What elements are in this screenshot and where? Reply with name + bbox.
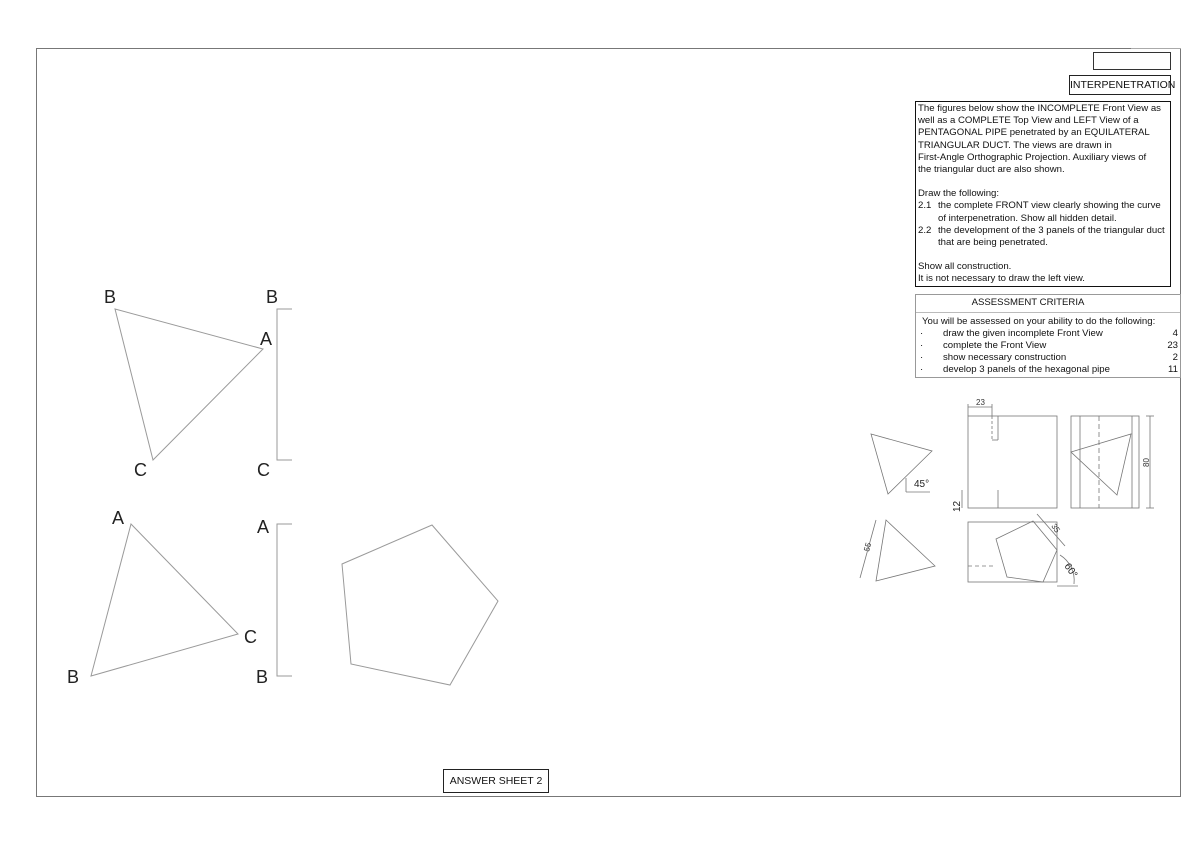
- bullet-dot: ·: [920, 327, 924, 339]
- vertex-label-a: A: [260, 329, 273, 349]
- edge-label-b: B: [256, 667, 269, 687]
- vertex-label-b: B: [104, 287, 117, 307]
- instruction-item-number: 2.2: [918, 224, 932, 236]
- dim-80: 80: [1142, 458, 1151, 467]
- ref-aux-triangle-bottom: [876, 520, 935, 581]
- draw-heading: Draw the following:: [918, 188, 1000, 200]
- bullet-dot: ·: [920, 364, 924, 376]
- assessment-marks: 11: [1168, 364, 1178, 376]
- bullet-dot: ·: [920, 351, 924, 363]
- edge-label-c: C: [257, 460, 270, 480]
- assessment-intro: You will be assessed on your ability to do the following:: [922, 316, 1156, 327]
- instruction-item-text: the complete FRONT view clearly showing the curve of interpenetration. Show all hidden detail.: [938, 200, 1161, 224]
- instruction-intro-line: First-Angle Orthographic Projection. Auxiliary views of: [918, 151, 1147, 163]
- vertex-label-c: C: [134, 460, 147, 480]
- assessment-marks: 2: [1172, 351, 1178, 363]
- assessment-label: draw the given incomplete Front View: [943, 327, 1103, 339]
- ref-top-pentagon: [996, 521, 1057, 582]
- dim-45: 45°: [914, 479, 930, 490]
- dim-23: 23: [976, 398, 985, 407]
- ref-front-view: [968, 416, 1057, 508]
- bullet-dot: ·: [920, 339, 924, 351]
- instruction-intro-line: PENTAGONAL PIPE penetrated by an EQUILATERAL: [918, 127, 1150, 139]
- instruction-intro-line: The figures below show the INCOMPLETE Front View as: [918, 103, 1161, 114]
- answer-sheet-label: ANSWER SHEET 2: [443, 769, 549, 793]
- instruction-intro-line: TRIANGULAR DUCT. The views are drawn in: [918, 139, 1112, 151]
- dim-35: 35: [1049, 521, 1062, 535]
- lower-triangle: [91, 524, 238, 676]
- instruction-item-text: the development of the 3 panels of the triangular duct that are being penetrated.: [938, 224, 1165, 249]
- topic-title: INTERPENETRATION: [1069, 75, 1171, 95]
- reference-sketch: [860, 404, 1154, 586]
- dim-60: 60°: [1061, 561, 1080, 581]
- vertex-label-b: B: [67, 667, 80, 687]
- instruction-footer-line: It is not necessary to draw the left view.: [918, 273, 1085, 285]
- vertex-label-c: C: [244, 627, 257, 647]
- dim-12: 12: [952, 500, 963, 512]
- assessment-marks: 4: [1172, 327, 1178, 339]
- vertex-label-a: A: [112, 508, 125, 528]
- assessment-label: develop 3 panels of the hexagonal pipe: [943, 364, 1110, 376]
- assessment-marks: 23: [1167, 339, 1178, 351]
- pentagon: [342, 525, 498, 685]
- upper-triangle: [115, 309, 263, 460]
- edge-label-b: B: [266, 287, 279, 307]
- lower-edge-view: [277, 524, 292, 676]
- instruction-intro-line: the triangular duct are also shown.: [918, 164, 1065, 176]
- assessment-heading: ASSESSMENT CRITERIA: [916, 295, 1180, 313]
- dim-55: 55: [862, 541, 874, 553]
- instruction-intro-line: well as a COMPLETE Top View and LEFT View of a: [918, 115, 1139, 127]
- assessment-label: complete the Front View: [943, 339, 1047, 351]
- instruction-item-number: 2.1: [918, 200, 932, 212]
- assessment-label: show necessary construction: [943, 351, 1067, 363]
- instruction-footer-line: Show all construction.: [918, 261, 1012, 273]
- upper-edge-view: [277, 309, 292, 460]
- edge-label-a: A: [257, 517, 270, 537]
